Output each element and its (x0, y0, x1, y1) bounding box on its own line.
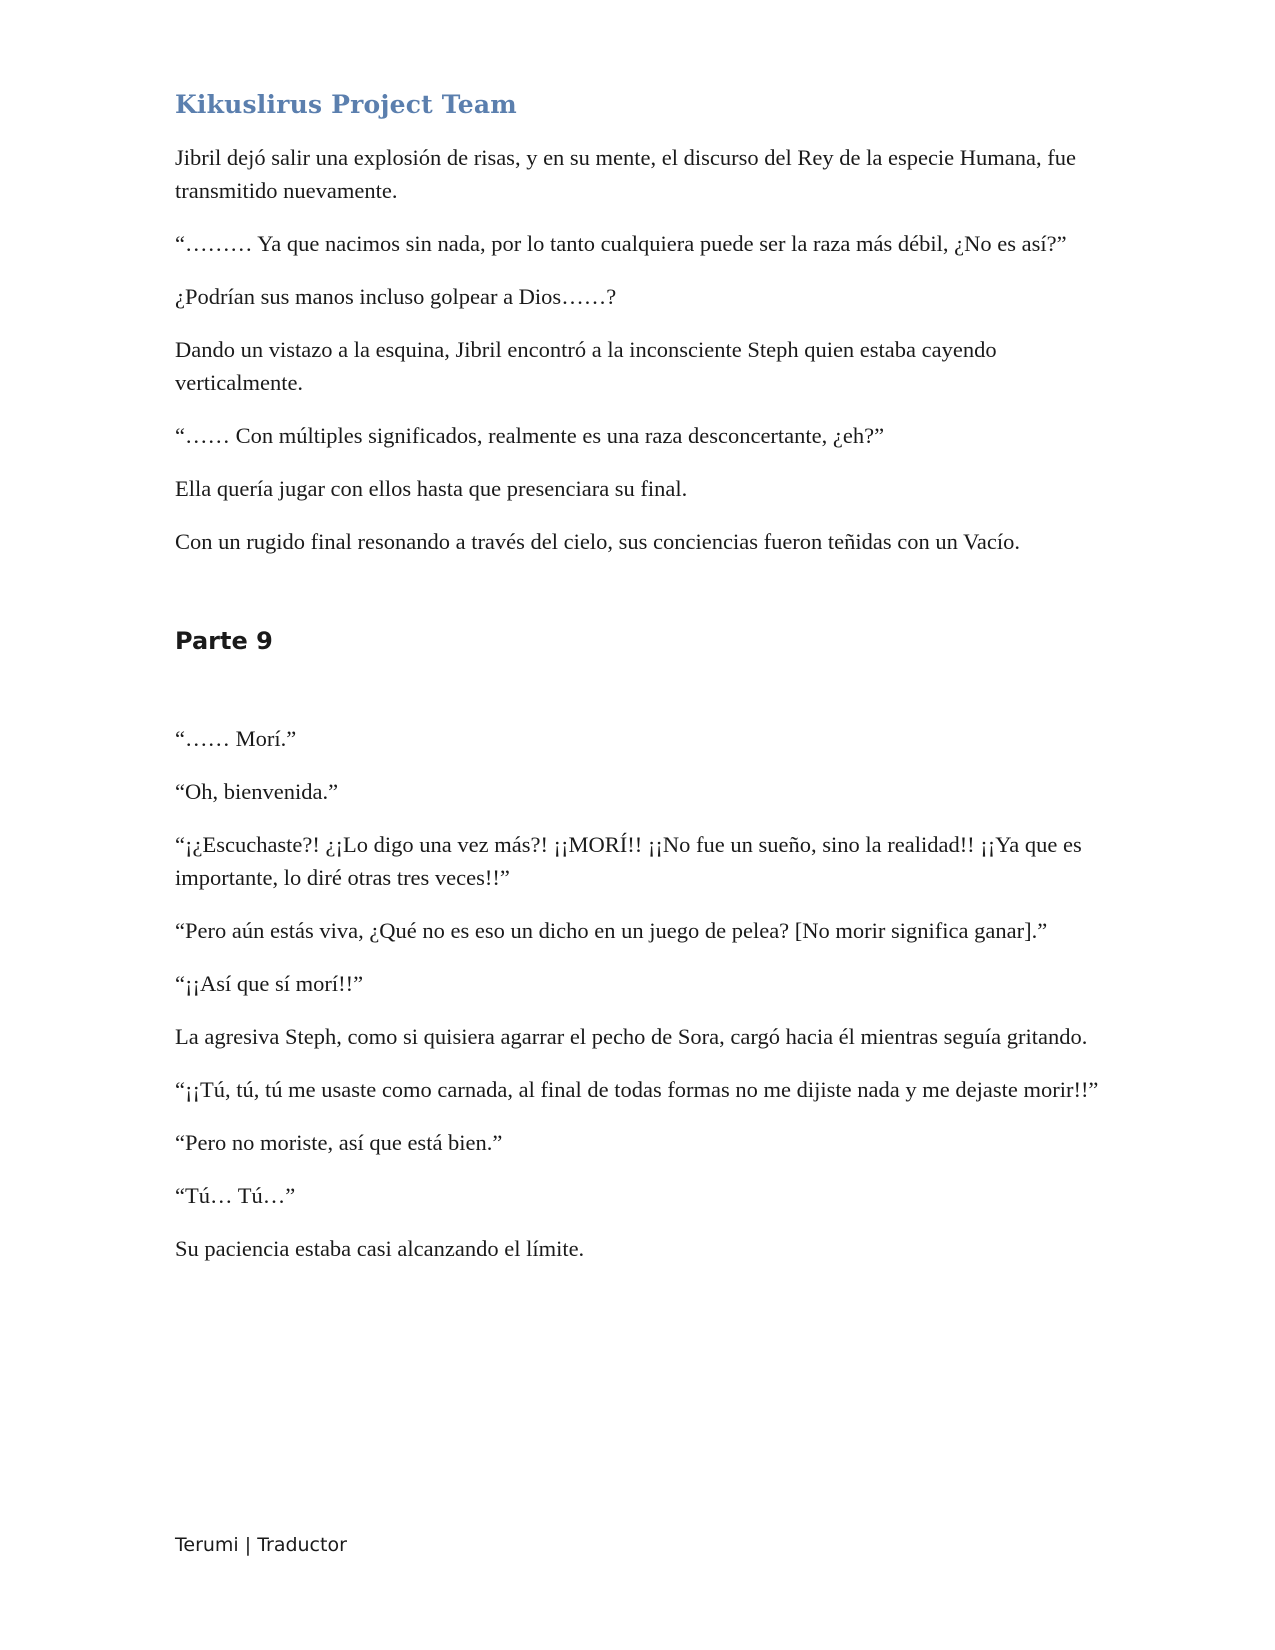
paragraph: “¡¡Así que sí morí!!” (175, 971, 364, 996)
paragraph: “…… Morí.” (175, 726, 297, 751)
footer-credit: Terumi | Traductor (175, 1534, 347, 1556)
paragraph: Jibril dejó salir una explosión de risas, y en su mente, el discurso del Rey de la especie Humana, fue transmitido nuevamente. (175, 145, 1076, 203)
paragraph: “Pero no moriste, así que está bien.” (175, 1130, 503, 1155)
header-title: Kikuslirus Project Team (175, 90, 517, 119)
paragraph: La agresiva Steph, como si quisiera agarrar el pecho de Sora, cargó hacia él mientras seguía gritando. (175, 1024, 1088, 1049)
paragraph: “¡¿Escuchaste?! ¿¡Lo digo una vez más?! ¡¡MORÍ!! ¡¡No fue un sueño, sino la realidad!! ¡¡Ya que es importante, lo diré otras tres veces!!” (175, 832, 1082, 890)
paragraph: “Pero aún estás viva, ¿Qué no es eso un dicho en un juego de pelea? [No morir significa ganar].” (175, 918, 1048, 943)
paragraph: “Tú… Tú…” (175, 1183, 296, 1208)
body-text (175, 141, 1105, 1285)
paragraph: Ella quería jugar con ellos hasta que presenciara su final. (175, 476, 688, 501)
paragraph: ¿Podrían sus manos incluso golpear a Dios……? (175, 284, 617, 309)
paragraph: “¡¡Tú, tú, tú me usaste como carnada, al final de todas formas no me dijiste nada y me dejaste morir!!” (175, 1077, 1099, 1102)
paragraph: “……… Ya que nacimos sin nada, por lo tanto cualquiera puede ser la raza más débil, ¿No es así?” (175, 231, 1067, 256)
paragraph: Su paciencia estaba casi alcanzando el límite. (175, 1236, 585, 1261)
paragraph: Dando un vistazo a la esquina, Jibril encontró a la inconsciente Steph quien estaba cayendo verticalmente. (175, 337, 997, 395)
section-heading: Parte 9 (175, 627, 273, 655)
paragraph: “…… Con múltiples significados, realmente es una raza desconcertante, ¿eh?” (175, 423, 885, 448)
paragraph: Con un rugido final resonando a través del cielo, sus conciencias fueron teñidas con un Vacío. (175, 529, 1020, 554)
paragraph: “Oh, bienvenida.” (175, 779, 339, 804)
